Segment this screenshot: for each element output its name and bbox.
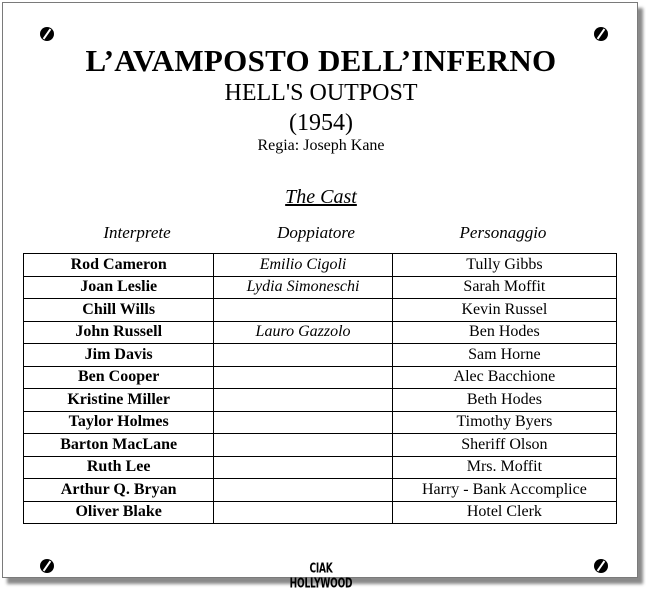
film-title: L’AVAMPOSTO DELL’INFERNO bbox=[85, 43, 557, 78]
dubber-cell bbox=[214, 479, 392, 502]
cast-table bbox=[23, 253, 617, 524]
dubber-cell bbox=[214, 411, 392, 434]
actor-cell: Joan Leslie bbox=[24, 276, 214, 299]
table-row bbox=[24, 321, 617, 344]
film-original-title: HELL'S OUTPOST bbox=[224, 80, 418, 106]
table-row bbox=[24, 411, 617, 434]
screw-icon bbox=[40, 27, 54, 41]
character-cell: Sam Horne bbox=[392, 344, 616, 367]
table-row bbox=[24, 254, 617, 277]
ciak-hollywood-logo: CIAK HOLLYWOOD bbox=[289, 562, 353, 592]
character-cell: Hotel Clerk bbox=[392, 501, 616, 524]
dubber-cell bbox=[214, 501, 392, 524]
actor-cell: Barton MacLane bbox=[24, 434, 214, 457]
table-row bbox=[24, 479, 617, 502]
character-cell: Sheriff Olson bbox=[392, 434, 616, 457]
column-header-character: Personaggio bbox=[459, 223, 547, 242]
film-director: Regia: Joseph Kane bbox=[257, 137, 385, 154]
dubber-cell bbox=[214, 434, 392, 457]
character-cell: Sarah Moffit bbox=[392, 276, 616, 299]
actor-cell: Arthur Q. Bryan bbox=[24, 479, 214, 502]
dubber-cell: Lydia Simoneschi bbox=[214, 276, 392, 299]
table-row bbox=[24, 276, 617, 299]
dubber-cell: Lauro Gazzolo bbox=[214, 321, 392, 344]
film-year: (1954) bbox=[289, 110, 353, 136]
plaque bbox=[2, 2, 638, 592]
actor-cell: Jim Davis bbox=[24, 344, 214, 367]
table-row bbox=[24, 344, 617, 367]
actor-cell: John Russell bbox=[24, 321, 214, 344]
actor-cell: Ben Cooper bbox=[24, 366, 214, 389]
table-row bbox=[24, 389, 617, 412]
actor-cell: Rod Cameron bbox=[24, 254, 214, 277]
actor-cell: Ruth Lee bbox=[24, 456, 214, 479]
dubber-cell bbox=[214, 456, 392, 479]
character-cell: Kevin Russel bbox=[392, 299, 616, 322]
cast-heading: The Cast bbox=[285, 186, 357, 208]
column-header-actor: Interprete bbox=[103, 223, 171, 242]
dubber-cell: Emilio Cigoli bbox=[214, 254, 392, 277]
actor-cell: Kristine Miller bbox=[24, 389, 214, 412]
character-cell: Timothy Byers bbox=[392, 411, 616, 434]
table-row bbox=[24, 299, 617, 322]
character-cell: Tully Gibbs bbox=[392, 254, 616, 277]
screw-icon bbox=[594, 27, 608, 41]
table-row bbox=[24, 456, 617, 479]
character-cell: Alec Bacchione bbox=[392, 366, 616, 389]
character-cell: Mrs. Moffit bbox=[392, 456, 616, 479]
character-cell: Ben Hodes bbox=[392, 321, 616, 344]
column-header-dubber: Doppiatore bbox=[277, 223, 355, 242]
actor-cell: Chill Wills bbox=[24, 299, 214, 322]
character-cell: Beth Hodes bbox=[392, 389, 616, 412]
dubber-cell bbox=[214, 366, 392, 389]
actor-cell: Oliver Blake bbox=[24, 501, 214, 524]
dubber-cell bbox=[214, 299, 392, 322]
dubber-cell bbox=[214, 389, 392, 412]
actor-cell: Taylor Holmes bbox=[24, 411, 214, 434]
screw-icon bbox=[594, 559, 608, 573]
table-row bbox=[24, 434, 617, 457]
dubber-cell bbox=[214, 344, 392, 367]
table-row bbox=[24, 366, 617, 389]
character-cell: Harry - Bank Accomplice bbox=[392, 479, 616, 502]
table-row bbox=[24, 501, 617, 524]
screw-icon bbox=[40, 559, 54, 573]
